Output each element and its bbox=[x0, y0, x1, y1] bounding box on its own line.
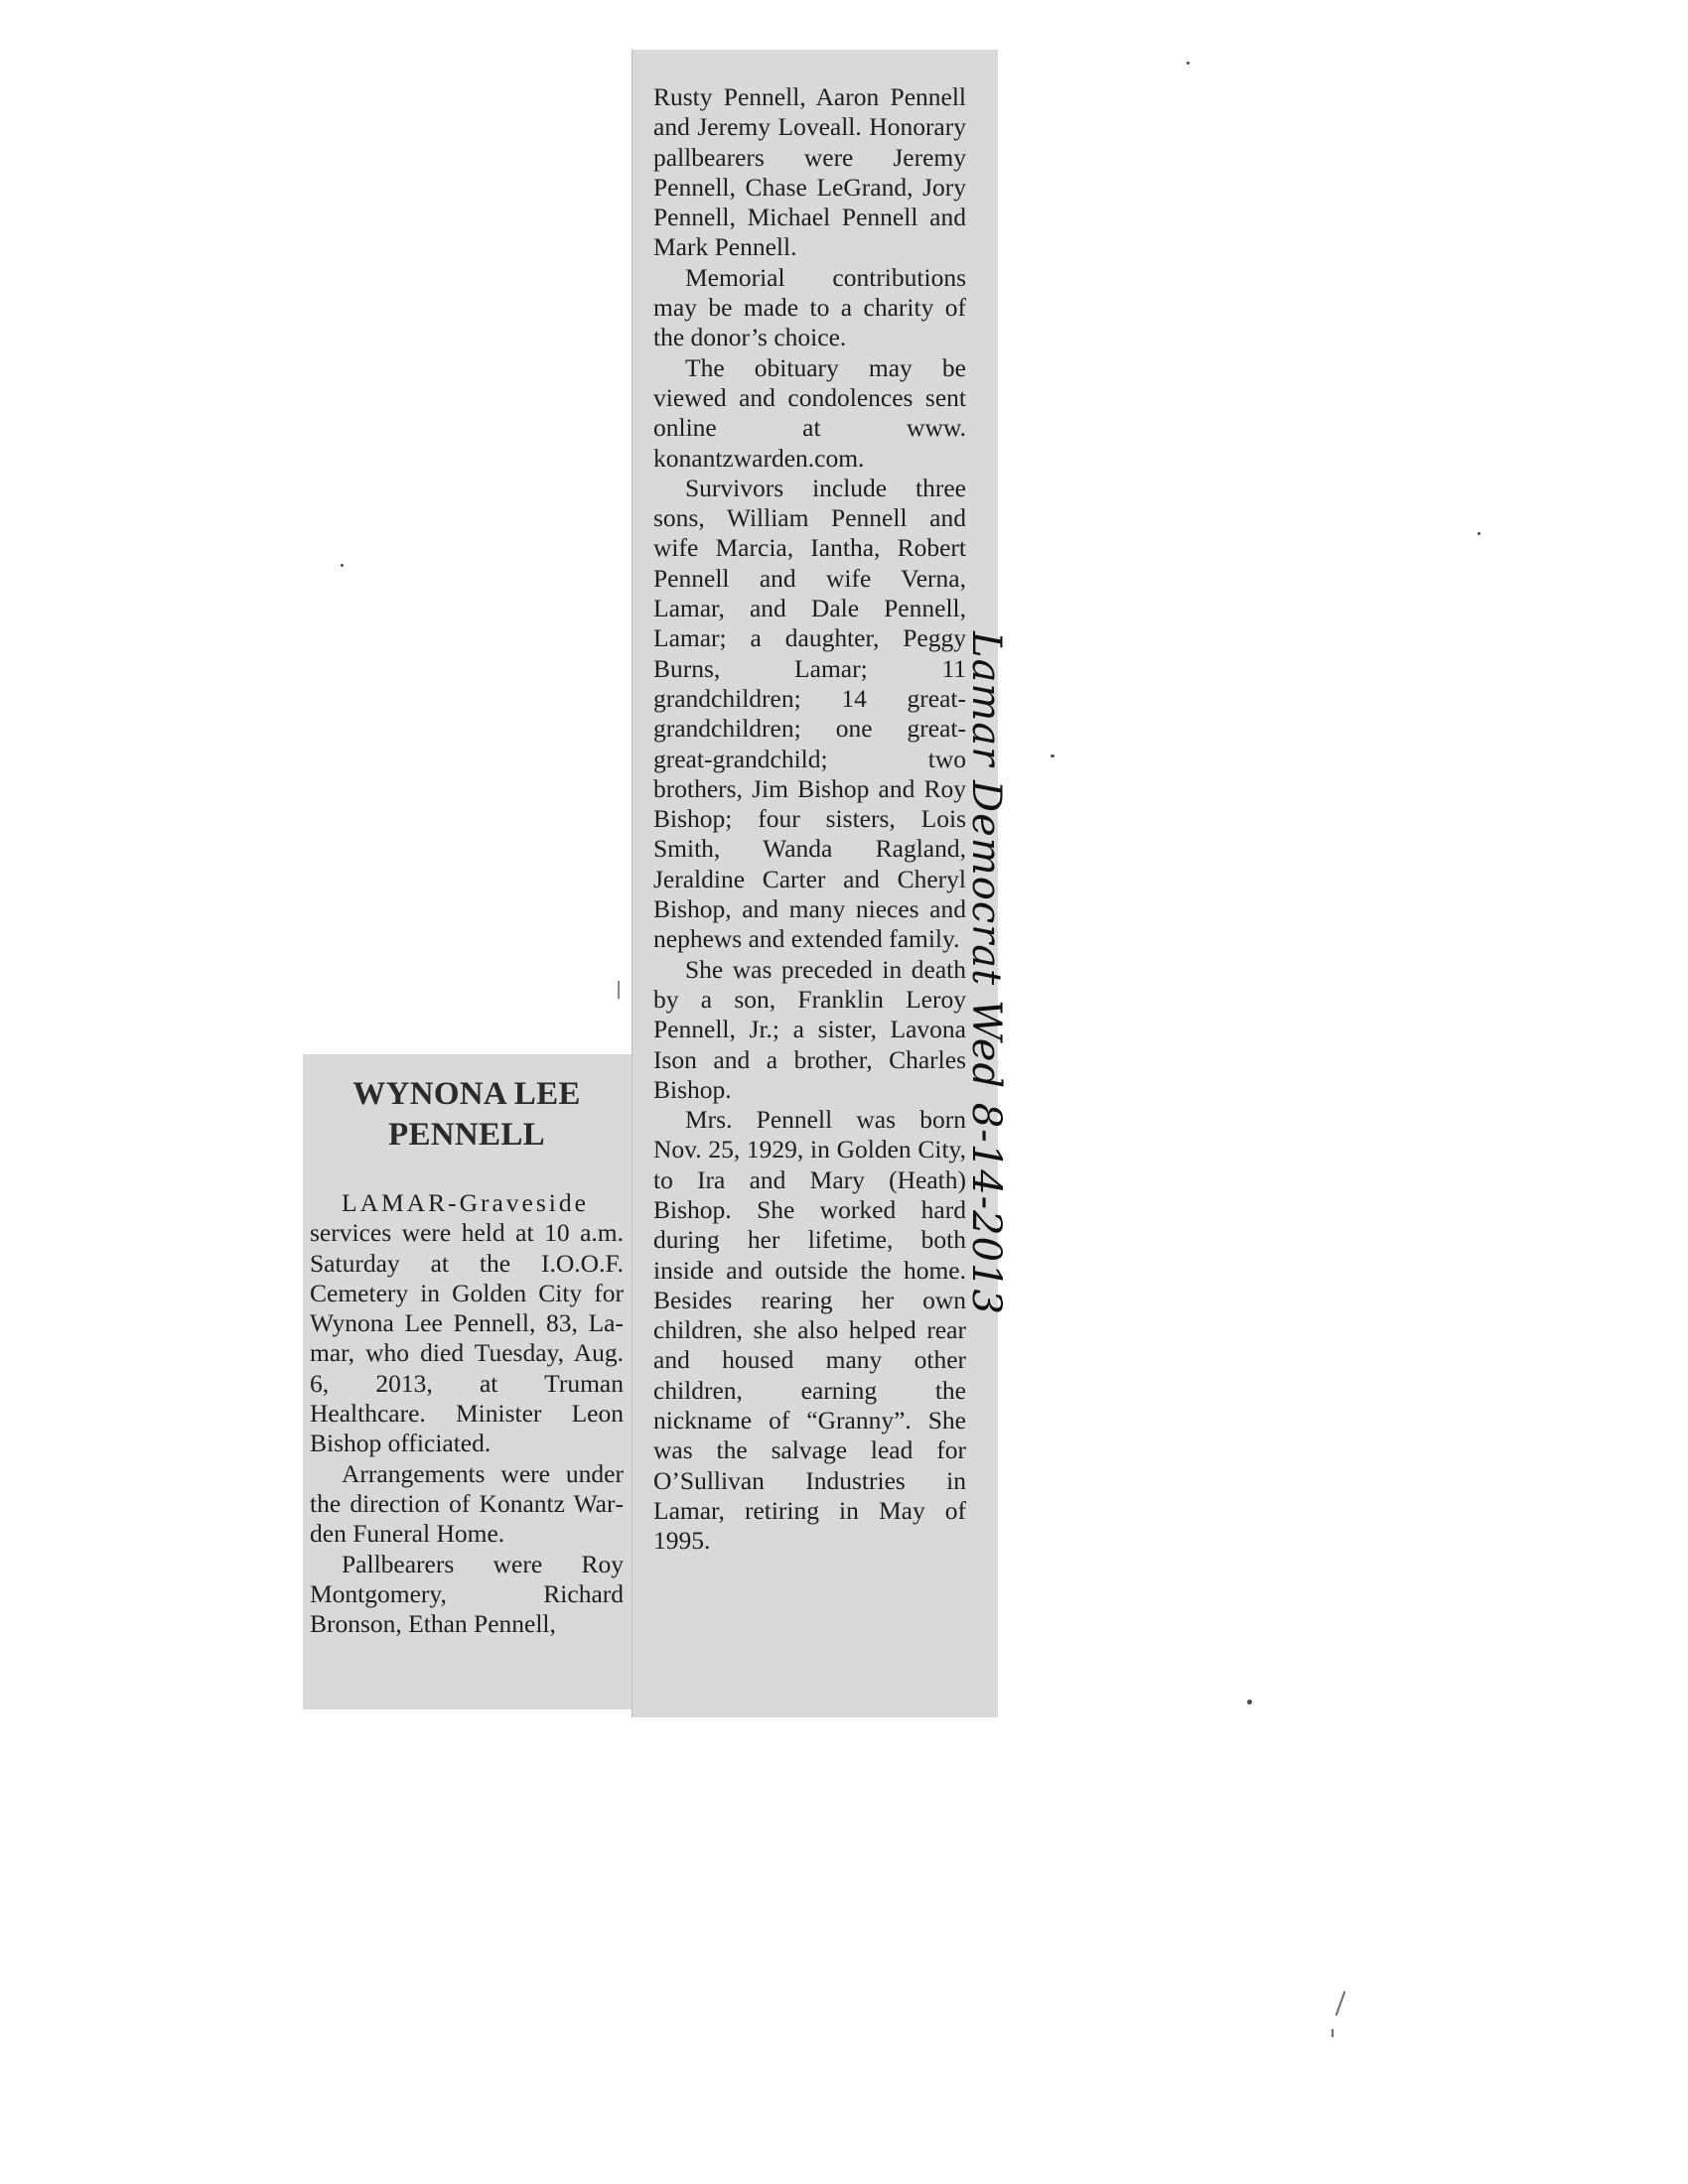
scan-speck bbox=[1187, 62, 1190, 65]
headline-line-2: PENNELL bbox=[388, 1117, 545, 1153]
right-paragraph: Memorial contributions may be made to a charity of the donor’s choice. bbox=[653, 262, 966, 352]
left-paragraph: Arrangements were under the direction of Konantz Warden Funeral Home. bbox=[310, 1458, 624, 1549]
left-paragraph-text: services were held at 10 a.m. Saturday at the I.O.O.F. Cemetery in Golden City for Wynona Lee Pennell, 83, Lamar, who died Tuesday, Aug. 6, 2013, at Truman Healthcare. Minister Leon Bishop officiated. bbox=[310, 1218, 624, 1458]
right-paragraph: Rusty Pennell, Aaron Pennell and Jeremy Loveall. Honorary pallbearers were Jeremy Pennell, Chase LeGrand, Jory Pennell, Michael Pennell and Mark Pennell. bbox=[653, 82, 966, 262]
left-paragraph bbox=[310, 1188, 624, 1459]
right-paragraph: The obituary may be viewed and condolences sent online at www. konantzwarden.com. bbox=[653, 352, 966, 473]
scan-stroke-mark bbox=[618, 981, 620, 999]
dateline: LAMAR-Graveside bbox=[342, 1188, 589, 1217]
right-paragraph: Mrs. Pennell was born Nov. 25, 1929, in Golden City, to Ira and Mary (Heath) Bishop. She worked hard during her lifetime, both inside and outside the home. Besides rearing her own children, she also helped rear and housed many other children, earning the nickname of “Granny”. She was the salvage lead for O’Sullivan Industries in Lamar, retiring in May of 1995. bbox=[653, 1105, 966, 1556]
scan-stroke-mark bbox=[1332, 2029, 1334, 2037]
left-paragraph: Pallbearers were Roy Montgomery, Richard Bronson, Ethan Pennell, bbox=[310, 1549, 624, 1639]
right-column-text bbox=[653, 82, 966, 1557]
scan-speck bbox=[1477, 532, 1480, 535]
scan-speck bbox=[1247, 1700, 1252, 1705]
right-paragraph: She was preceded in death by a son, Franklin Leroy Pennell, Jr.; a sister, Lavona Ison and a brother, Charles Bishop. bbox=[653, 954, 966, 1104]
obituary-headline bbox=[310, 1074, 624, 1156]
left-column-text bbox=[310, 1188, 624, 1639]
scan-speck bbox=[341, 564, 344, 567]
right-paragraph: Survivors include three sons, William Pennell and wife Marcia, Iantha, Robert Pennell and wife Verna, Lamar, and Dale Pennell, Lamar; a daughter, Peggy Burns, Lamar; 11 grandchildren; 14 great-grandchildren; one great-great-grandchild; two brothers, Jim Bishop and Roy Bishop; four sisters, Lois Smith, Wanda Ragland, Jeraldine Carter and Cheryl Bishop, and many nieces and nephews and extended family. bbox=[653, 473, 966, 954]
handwritten-source-date-note: Lamar Democrat Wed 8-14-2013 bbox=[963, 631, 1009, 1315]
headline-line-1: WYNONA LEE bbox=[352, 1076, 581, 1112]
scan-speck bbox=[1051, 754, 1055, 757]
scan-stroke-mark bbox=[1336, 1990, 1346, 2015]
